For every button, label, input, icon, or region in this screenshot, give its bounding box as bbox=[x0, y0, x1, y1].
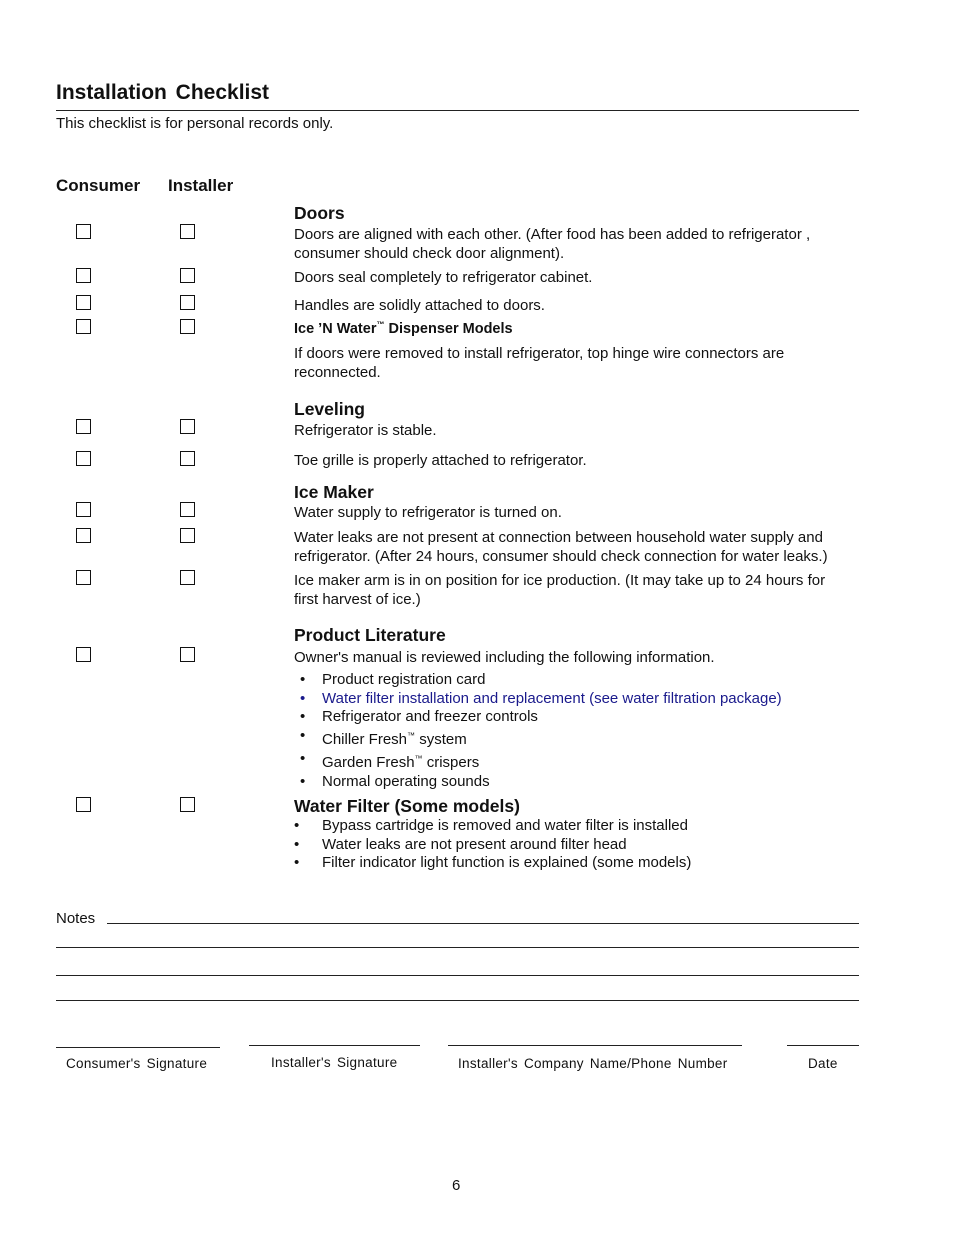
ice-maker-item-water-leaks: Water leaks are not present at connection between household water supply and refrigerator. (After 24 hours, consumer should check connection for water leaks.) bbox=[294, 529, 828, 565]
installer-checkbox-water-leaks[interactable] bbox=[180, 528, 195, 543]
section-heading-water-filter: Water Filter (Some models) bbox=[294, 796, 520, 816]
date-line[interactable] bbox=[787, 1045, 859, 1046]
water-filter-list bbox=[294, 817, 691, 873]
product-literature-list bbox=[300, 671, 782, 791]
installer-signature-label: Installer's Signature bbox=[271, 1055, 398, 1070]
section-heading-product-literature: Product Literature bbox=[294, 625, 446, 645]
notes-label: Notes bbox=[56, 910, 96, 927]
bullet-icon: • bbox=[300, 749, 306, 767]
list-item bbox=[294, 817, 691, 836]
consumer-signature-line[interactable] bbox=[56, 1047, 220, 1048]
subheading-brand: Ice ’N Water bbox=[294, 321, 377, 337]
bullet-icon: • bbox=[300, 689, 306, 707]
consumer-checkbox-ice-arm[interactable] bbox=[76, 570, 91, 585]
list-item-text: Bypass cartridge is removed and water filter is installed bbox=[322, 817, 688, 834]
bullet-icon: • bbox=[300, 772, 306, 790]
page-title: Installation Checklist bbox=[56, 81, 270, 104]
consumer-checkbox-doors-aligned[interactable] bbox=[76, 224, 91, 239]
list-item bbox=[294, 854, 691, 873]
list-item-text: Water filter installation and replacement (see water filtration package) bbox=[322, 689, 782, 707]
list-item bbox=[300, 690, 782, 709]
page-number: 6 bbox=[452, 1177, 461, 1194]
installer-checkbox-hinge-wires[interactable] bbox=[180, 319, 195, 334]
page-subtitle: This checklist is for personal records only. bbox=[56, 115, 334, 132]
installer-checkbox-handles[interactable] bbox=[180, 295, 195, 310]
section-heading-doors: Doors bbox=[294, 203, 345, 223]
consumer-checkbox-handles[interactable] bbox=[76, 295, 91, 310]
notes-line-4[interactable] bbox=[56, 1000, 859, 1001]
notes-line-1[interactable] bbox=[107, 923, 859, 924]
consumer-checkbox-doors-seal[interactable] bbox=[76, 268, 91, 283]
bullet-icon: • bbox=[300, 708, 306, 726]
consumer-checkbox-water-filter[interactable] bbox=[76, 797, 91, 812]
list-item bbox=[300, 671, 782, 690]
installer-checkbox-water-filter[interactable] bbox=[180, 797, 195, 812]
title-divider bbox=[56, 110, 859, 111]
list-item bbox=[294, 836, 691, 855]
consumer-checkbox-hinge-wires[interactable] bbox=[76, 319, 91, 334]
notes-line-2[interactable] bbox=[56, 947, 859, 948]
date-label: Date bbox=[808, 1056, 838, 1071]
bullet-icon: • bbox=[294, 854, 300, 872]
list-item-text: Filter indicator light function is explained (some models) bbox=[322, 854, 692, 872]
notes-line-3[interactable] bbox=[56, 975, 859, 976]
trademark-symbol: ™ bbox=[407, 731, 416, 741]
installer-checkbox-manual[interactable] bbox=[180, 647, 195, 662]
product-literature-intro: Owner's manual is reviewed including the following information. bbox=[294, 649, 715, 666]
list-item-text: Normal operating sounds bbox=[322, 772, 490, 790]
leveling-item-toe-grille: Toe grille is properly attached to refrigerator. bbox=[294, 452, 587, 469]
consumer-checkbox-water-leaks[interactable] bbox=[76, 528, 91, 543]
list-item bbox=[300, 727, 782, 750]
installer-checkbox-doors-seal[interactable] bbox=[180, 268, 195, 283]
list-item bbox=[300, 750, 782, 773]
installer-signature-line[interactable] bbox=[249, 1045, 420, 1046]
list-item-suffix: system bbox=[415, 731, 467, 749]
list-item-text: Product registration card bbox=[322, 671, 486, 688]
list-item-text: Water leaks are not present around filter head bbox=[322, 835, 627, 853]
bullet-icon: • bbox=[300, 671, 306, 688]
subheading-suffix: Dispenser Models bbox=[384, 321, 513, 337]
doors-item-handles: Handles are solidly attached to doors. bbox=[294, 297, 545, 314]
ice-maker-item-ice-arm: Ice maker arm is in on position for ice production. (It may take up to 24 hours for first harvest of ice.) bbox=[294, 572, 826, 608]
subheading-dispenser-models bbox=[294, 320, 513, 337]
list-item-text: Garden Fresh bbox=[322, 753, 415, 771]
bullet-icon: • bbox=[294, 835, 300, 853]
consumer-checkbox-stable[interactable] bbox=[76, 419, 91, 434]
trademark-symbol: ™ bbox=[414, 753, 423, 763]
installer-column-header: Installer bbox=[168, 176, 234, 195]
company-phone-label: Installer's Company Name/Phone Number bbox=[458, 1056, 728, 1071]
list-item-suffix: crispers bbox=[422, 753, 480, 771]
installer-checkbox-ice-arm[interactable] bbox=[180, 570, 195, 585]
trademark-symbol: ™ bbox=[376, 320, 385, 329]
list-item-text: Refrigerator and freezer controls bbox=[322, 708, 538, 726]
doors-item-seal: Doors seal completely to refrigerator cabinet. bbox=[294, 269, 593, 286]
bullet-icon: • bbox=[300, 727, 306, 745]
consumer-checkbox-toe-grille[interactable] bbox=[76, 451, 91, 466]
company-phone-line[interactable] bbox=[448, 1045, 742, 1046]
list-item bbox=[300, 773, 782, 792]
section-heading-leveling: Leveling bbox=[294, 399, 365, 419]
installer-checkbox-doors-aligned[interactable] bbox=[180, 224, 195, 239]
list-item-text: Chiller Fresh bbox=[322, 731, 408, 749]
consumer-signature-label: Consumer's Signature bbox=[66, 1056, 208, 1071]
doors-item-alignment: Doors are aligned with each other. (After food has been added to refrigerator , consumer should check door alignment). bbox=[294, 226, 811, 262]
bullet-icon: • bbox=[294, 817, 300, 834]
leveling-item-stable: Refrigerator is stable. bbox=[294, 422, 437, 439]
consumer-checkbox-manual[interactable] bbox=[76, 647, 91, 662]
installer-checkbox-water-supply[interactable] bbox=[180, 502, 195, 517]
consumer-checkbox-water-supply[interactable] bbox=[76, 502, 91, 517]
section-heading-ice-maker: Ice Maker bbox=[294, 482, 374, 502]
ice-maker-item-water-supply: Water supply to refrigerator is turned on. bbox=[294, 504, 562, 521]
installer-checkbox-toe-grille[interactable] bbox=[180, 451, 195, 466]
installer-checkbox-stable[interactable] bbox=[180, 419, 195, 434]
list-item bbox=[300, 708, 782, 727]
doors-item-hinge-wires: If doors were removed to install refrigerator, top hinge wire connectors are reconnected. bbox=[294, 345, 785, 381]
consumer-column-header: Consumer bbox=[56, 176, 141, 195]
